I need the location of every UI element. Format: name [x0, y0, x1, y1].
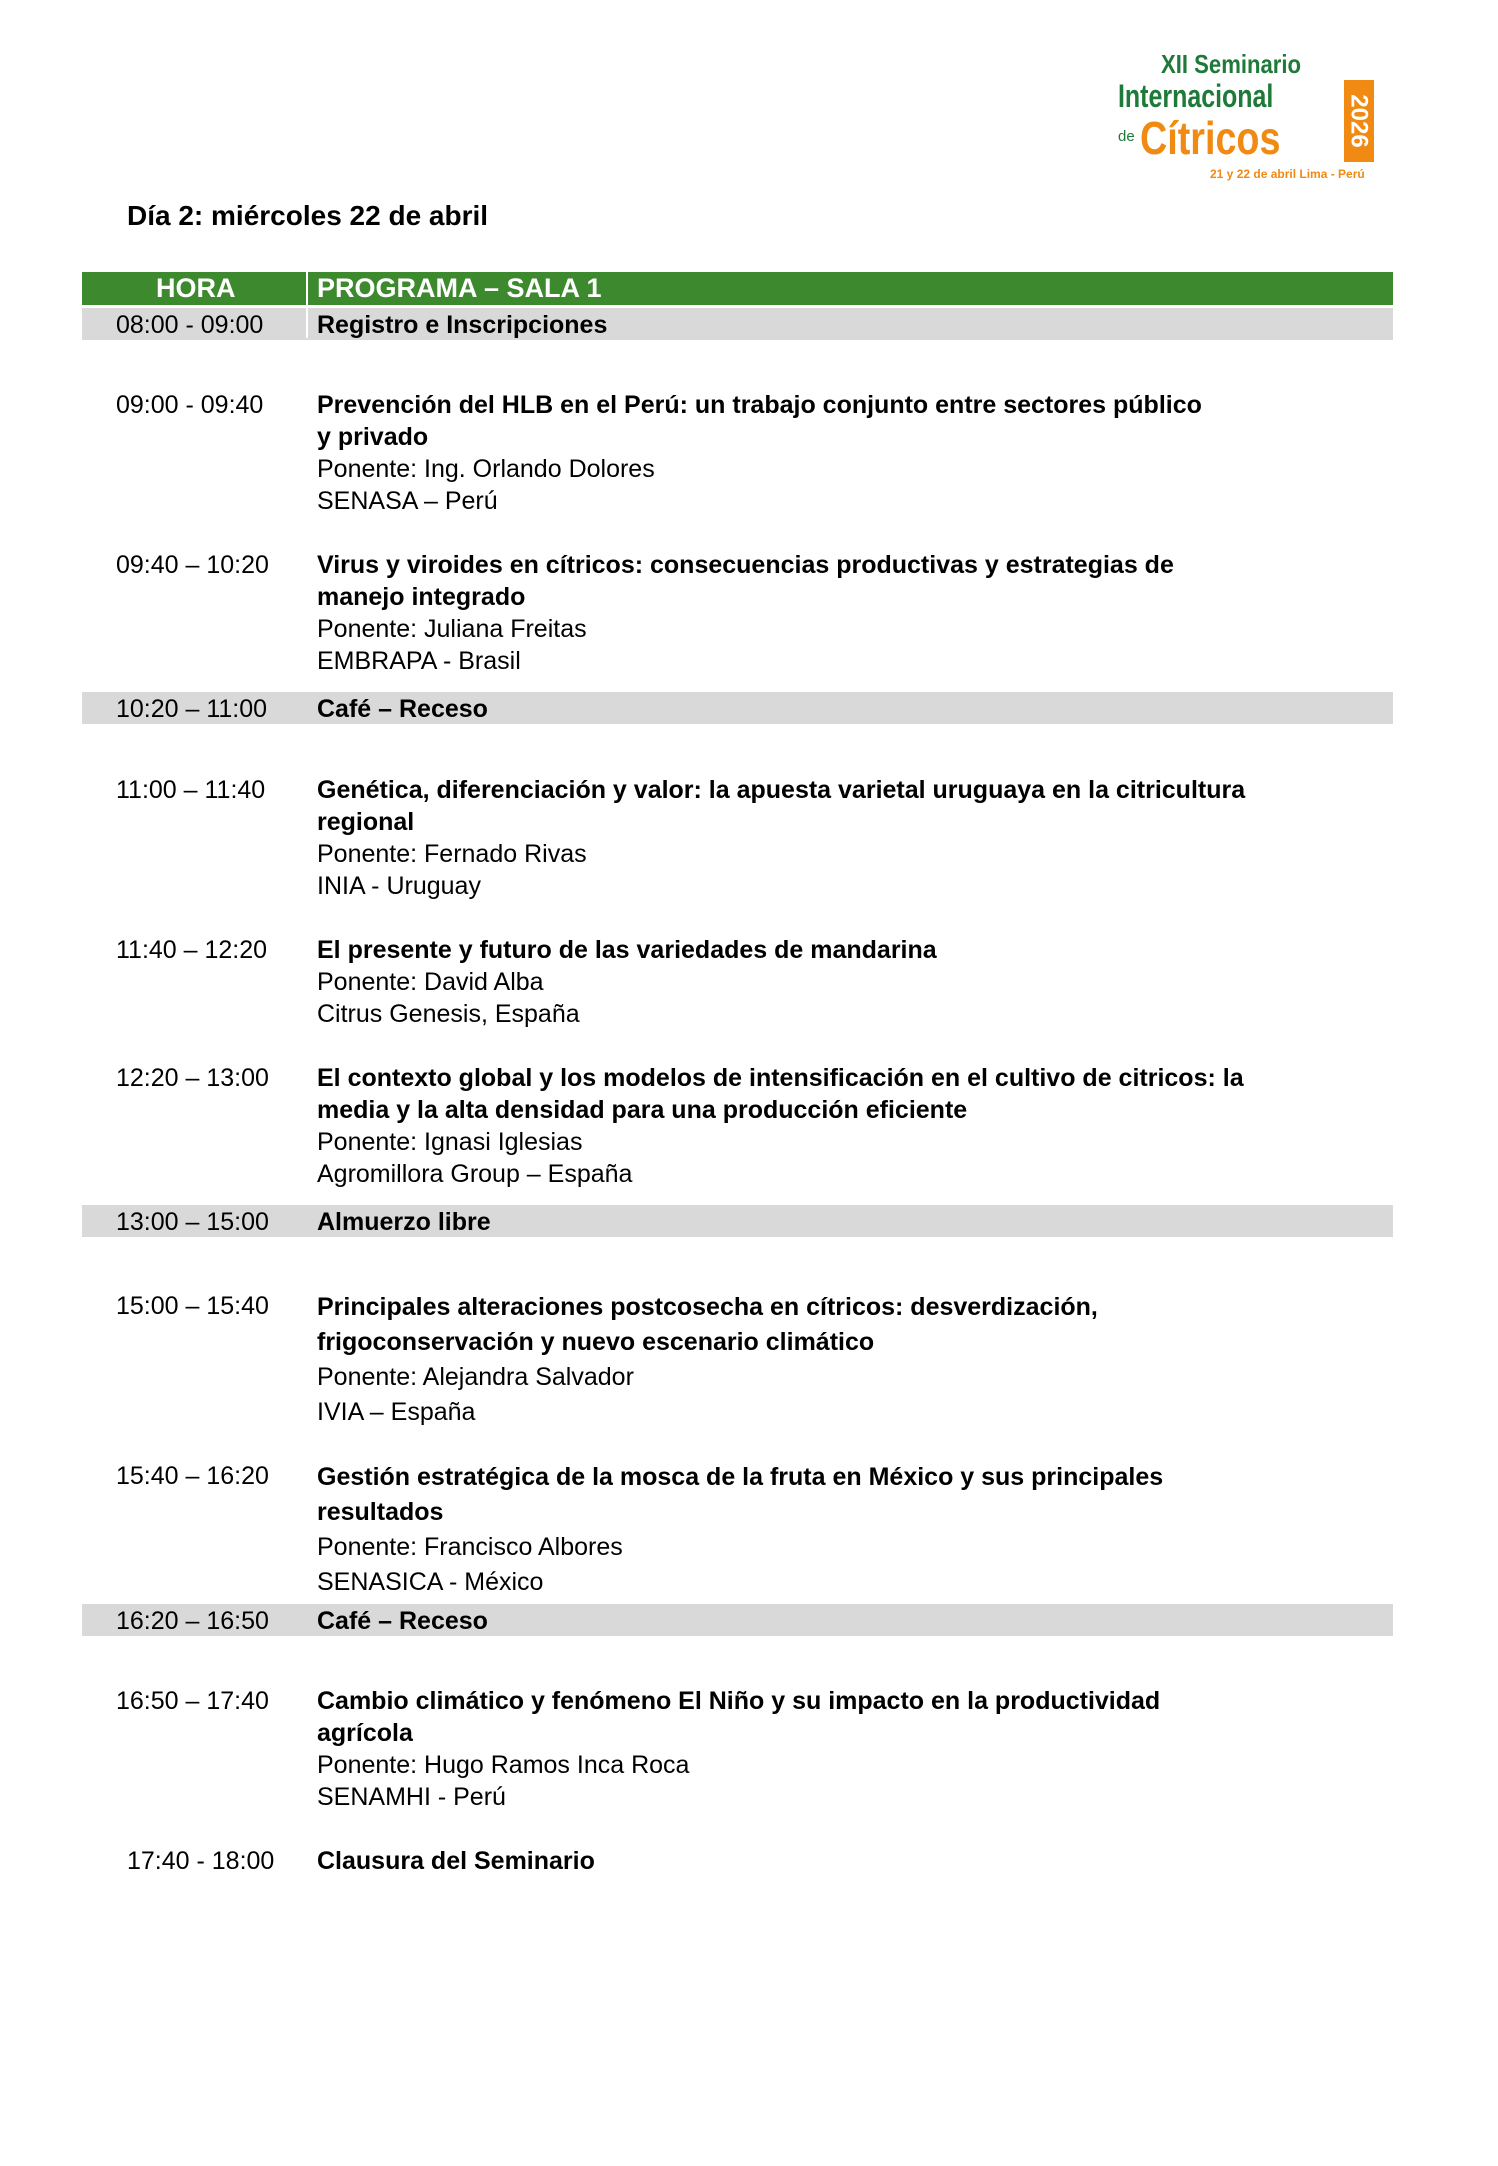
session-title: regional — [317, 808, 415, 836]
session-org: INIA - Uruguay — [317, 872, 481, 900]
row-content — [317, 1460, 1163, 1600]
session-title: agrícola — [317, 1719, 413, 1747]
shaded-row-band — [82, 692, 1393, 724]
session-title: Prevención del HLB en el Perú: un trabajo conjunto entre sectores público — [317, 391, 1202, 419]
session-org: IVIA – España — [317, 1398, 476, 1426]
row-time: 12:20 – 13:00 — [116, 1064, 269, 1092]
header-hora: HORA — [156, 273, 236, 303]
row-time: 11:40 – 12:20 — [116, 936, 268, 964]
row-time: 16:20 – 16:50 — [116, 1607, 269, 1635]
session-title: Cambio climático y fenómeno El Niño y su impacto en la productividad — [317, 1687, 1161, 1715]
session-org: Agromillora Group – España — [317, 1160, 633, 1188]
session-speaker: Ponente: Ing. Orlando Dolores — [317, 455, 655, 483]
row-time: 17:40 - 18:00 — [127, 1847, 275, 1875]
session-title: Café – Receso — [317, 695, 488, 723]
row-content — [317, 1685, 1160, 1813]
shaded-row-band — [82, 1604, 1393, 1636]
column-divider — [306, 272, 308, 338]
session-title: Virus y viroides en cítricos: consecuencias productivas y estrategias de — [317, 551, 1174, 579]
session-org: SENAMHI - Perú — [317, 1783, 506, 1811]
row-time: 09:40 – 10:20 — [116, 551, 269, 579]
session-speaker: Ponente: Hugo Ramos Inca Roca — [317, 1751, 690, 1779]
logo-line1: XII Seminario — [1161, 49, 1302, 79]
row-content — [317, 309, 607, 341]
row-time: 15:00 – 15:40 — [116, 1292, 269, 1320]
row-time: 10:20 – 11:00 — [116, 695, 268, 723]
row-content — [317, 1845, 595, 1877]
table-header — [82, 272, 1393, 305]
session-speaker: Ponente: Juliana Freitas — [317, 615, 587, 643]
session-title: Clausura del Seminario — [317, 1847, 595, 1875]
row-content — [317, 693, 488, 725]
row-content — [317, 1605, 488, 1637]
session-speaker: Ponente: Fernado Rivas — [317, 840, 587, 868]
logo-line2: Internacional — [1118, 78, 1274, 114]
logo-de: de — [1118, 128, 1135, 145]
session-title: El contexto global y los modelos de intensificación en el cultivo de citricos: la — [317, 1064, 1244, 1092]
seminar-logo — [1118, 50, 1398, 184]
header-programa: PROGRAMA – SALA 1 — [317, 273, 602, 303]
session-title: frigoconservación y nuevo escenario climático — [317, 1328, 875, 1356]
session-title: Gestión estratégica de la mosca de la fruta en México y sus principales — [317, 1463, 1164, 1491]
logo-year: 2026 — [1344, 80, 1374, 162]
row-content — [317, 1062, 1244, 1190]
session-speaker: Ponente: Ignasi Iglesias — [317, 1128, 583, 1156]
row-time: 13:00 – 15:00 — [116, 1208, 269, 1236]
session-speaker: Ponente: Francisco Albores — [317, 1533, 623, 1561]
session-speaker: Ponente: Alejandra Salvador — [317, 1363, 634, 1391]
row-time: 15:40 – 16:20 — [116, 1462, 269, 1490]
row-content — [317, 1206, 491, 1238]
session-title: resultados — [317, 1498, 444, 1526]
row-time: 09:00 - 09:40 — [116, 391, 264, 419]
session-org: EMBRAPA - Brasil — [317, 647, 521, 675]
session-title: Almuerzo libre — [317, 1208, 491, 1236]
row-content — [317, 934, 937, 1030]
logo-line3: Cítricos — [1140, 112, 1281, 164]
session-title: Genética, diferenciación y valor: la apuesta varietal uruguaya en la citricultura — [317, 776, 1246, 804]
row-time: 11:00 – 11:40 — [116, 776, 266, 804]
session-org: SENASICA - México — [317, 1568, 544, 1596]
session-org: Citrus Genesis, España — [317, 1000, 580, 1028]
session-speaker: Ponente: David Alba — [317, 968, 544, 996]
row-time: 16:50 – 17:40 — [116, 1687, 269, 1715]
shaded-row-band — [82, 308, 1393, 340]
session-title: El presente y futuro de las variedades de mandarina — [317, 936, 937, 964]
row-content — [317, 549, 1174, 677]
session-title: y privado — [317, 423, 429, 451]
session-title: media y la alta densidad para una producción eficiente — [317, 1096, 968, 1124]
session-title: Registro e Inscripciones — [317, 311, 608, 339]
row-time: 08:00 - 09:00 — [116, 311, 264, 339]
session-title: Principales alteraciones postcosecha en cítricos: desverdización, — [317, 1293, 1098, 1321]
row-content — [317, 1290, 1098, 1430]
row-content — [317, 389, 1202, 517]
shaded-row-band — [82, 1205, 1393, 1237]
session-title: Café – Receso — [317, 1607, 488, 1635]
logo-tagline: 21 y 22 de abril Lima - Perú — [1210, 167, 1365, 181]
session-title: manejo integrado — [317, 583, 526, 611]
day-title: Día 2: miércoles 22 de abril — [127, 200, 489, 231]
session-org: SENASA – Perú — [317, 487, 498, 515]
row-content — [317, 774, 1245, 902]
